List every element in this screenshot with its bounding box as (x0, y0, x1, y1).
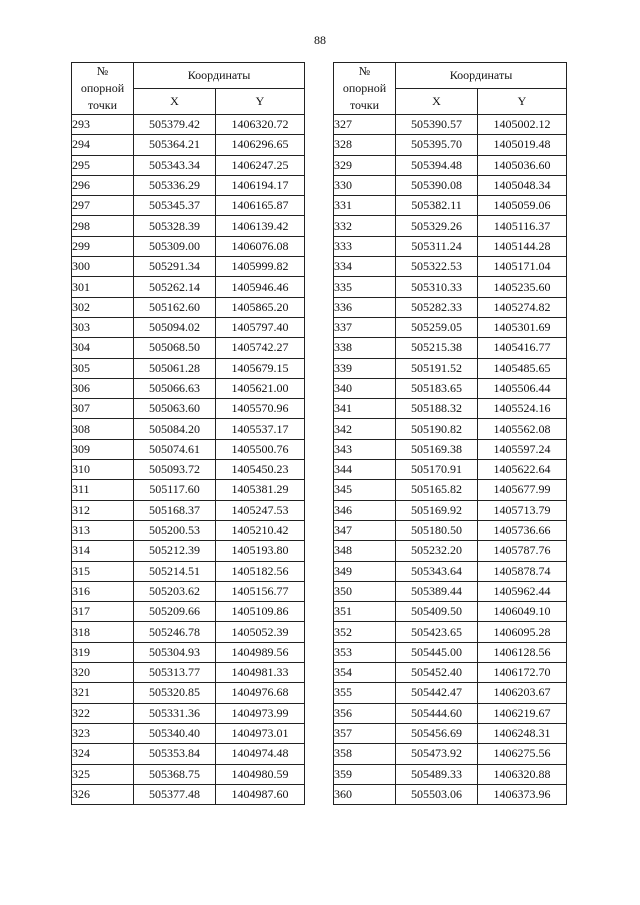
table-row (334, 683, 567, 703)
x-coordinate-cell: 505390.57 (396, 115, 478, 135)
y-coordinate-cell: 1406203.67 (478, 683, 567, 703)
table-row (334, 277, 567, 297)
x-coordinate-cell: 505066.63 (134, 378, 216, 398)
table-row (334, 257, 567, 277)
y-coordinate-cell: 1404981.33 (216, 663, 305, 683)
table-row (334, 135, 567, 155)
table-row (72, 338, 305, 358)
point-number-cell: 324 (72, 744, 134, 764)
x-coordinate-cell: 505313.77 (134, 663, 216, 683)
table-row (334, 744, 567, 764)
x-coordinate-cell: 505394.48 (396, 155, 478, 175)
table-row (334, 399, 567, 419)
point-number-cell: 359 (334, 764, 396, 784)
y-coordinate-cell: 1405865.20 (216, 297, 305, 317)
point-number-cell: 304 (72, 338, 134, 358)
y-coordinate-cell: 1404987.60 (216, 784, 305, 804)
point-number-cell: 327 (334, 115, 396, 135)
point-number-cell: 314 (72, 541, 134, 561)
y-coordinate-cell: 1406128.56 (478, 642, 567, 662)
x-coordinate-cell: 505309.00 (134, 236, 216, 256)
table-row (334, 602, 567, 622)
header-y: Y (478, 89, 567, 115)
y-coordinate-cell: 1405679.15 (216, 358, 305, 378)
header-point-number (72, 63, 134, 115)
x-coordinate-cell: 505329.26 (396, 216, 478, 236)
coordinates-table-left (71, 62, 305, 805)
table-row (72, 236, 305, 256)
x-coordinate-cell: 505168.37 (134, 500, 216, 520)
x-coordinate-cell: 505183.65 (396, 378, 478, 398)
x-coordinate-cell: 505074.61 (134, 439, 216, 459)
x-coordinate-cell: 505214.51 (134, 561, 216, 581)
point-number-cell: 303 (72, 317, 134, 337)
table-row (334, 581, 567, 601)
x-coordinate-cell: 505345.37 (134, 196, 216, 216)
point-number-cell: 358 (334, 744, 396, 764)
table-row (334, 115, 567, 135)
y-coordinate-cell: 1405677.99 (478, 480, 567, 500)
point-number-cell: 306 (72, 378, 134, 398)
point-number-cell: 356 (334, 703, 396, 723)
point-number-cell: 299 (72, 236, 134, 256)
table-row (72, 744, 305, 764)
point-number-cell: 325 (72, 764, 134, 784)
table-row (334, 784, 567, 804)
table-row (72, 399, 305, 419)
table-row (72, 703, 305, 723)
y-coordinate-cell: 1405182.56 (216, 561, 305, 581)
y-coordinate-cell: 1405109.86 (216, 602, 305, 622)
y-coordinate-cell: 1405193.80 (216, 541, 305, 561)
y-coordinate-cell: 1405500.76 (216, 439, 305, 459)
header-point-number (334, 63, 396, 115)
table-row (334, 723, 567, 743)
point-number-cell: 297 (72, 196, 134, 216)
table-row (334, 480, 567, 500)
y-coordinate-cell: 1406219.67 (478, 703, 567, 723)
table-row (334, 317, 567, 337)
y-coordinate-cell: 1405570.96 (216, 399, 305, 419)
y-coordinate-cell: 1405506.44 (478, 378, 567, 398)
table-row (334, 541, 567, 561)
point-number-cell: 328 (334, 135, 396, 155)
y-coordinate-cell: 1405048.34 (478, 175, 567, 195)
y-coordinate-cell: 1405797.40 (216, 317, 305, 337)
x-coordinate-cell: 505190.82 (396, 419, 478, 439)
point-number-cell: 296 (72, 175, 134, 195)
point-number-cell: 347 (334, 520, 396, 540)
y-coordinate-cell: 1404989.56 (216, 642, 305, 662)
y-coordinate-cell: 1405235.60 (478, 277, 567, 297)
table-row (334, 460, 567, 480)
x-coordinate-cell: 505353.84 (134, 744, 216, 764)
x-coordinate-cell: 505203.62 (134, 581, 216, 601)
point-number-cell: 353 (334, 642, 396, 662)
table-row (334, 622, 567, 642)
point-number-cell: 354 (334, 663, 396, 683)
point-number-cell: 349 (334, 561, 396, 581)
header-number-word2: точки (87, 98, 118, 112)
y-coordinate-cell: 1406172.70 (478, 663, 567, 683)
point-number-cell: 300 (72, 257, 134, 277)
x-coordinate-cell: 505212.39 (134, 541, 216, 561)
point-number-cell: 313 (72, 520, 134, 540)
x-coordinate-cell: 505232.20 (396, 541, 478, 561)
point-number-cell: 305 (72, 358, 134, 378)
table-row (334, 297, 567, 317)
y-coordinate-cell: 1405787.76 (478, 541, 567, 561)
table-row (334, 642, 567, 662)
table-row (334, 236, 567, 256)
table-row (72, 602, 305, 622)
table-row (72, 622, 305, 642)
point-number-cell: 346 (334, 500, 396, 520)
table-row (334, 703, 567, 723)
x-coordinate-cell: 505377.48 (134, 784, 216, 804)
y-coordinate-cell: 1406076.08 (216, 236, 305, 256)
y-coordinate-cell: 1405156.77 (216, 581, 305, 601)
point-number-cell: 311 (72, 480, 134, 500)
y-coordinate-cell: 1405622.64 (478, 460, 567, 480)
table-row (72, 196, 305, 216)
x-coordinate-cell: 505379.42 (134, 115, 216, 135)
x-coordinate-cell: 505331.36 (134, 703, 216, 723)
table-row (334, 561, 567, 581)
x-coordinate-cell: 505452.40 (396, 663, 478, 683)
x-coordinate-cell: 505390.08 (396, 175, 478, 195)
table-row (334, 155, 567, 175)
point-number-cell: 341 (334, 399, 396, 419)
y-coordinate-cell: 1406296.65 (216, 135, 305, 155)
point-number-cell: 301 (72, 277, 134, 297)
x-coordinate-cell: 505328.39 (134, 216, 216, 236)
x-coordinate-cell: 505368.75 (134, 764, 216, 784)
y-coordinate-cell: 1405485.65 (478, 358, 567, 378)
table-row (72, 683, 305, 703)
point-number-cell: 348 (334, 541, 396, 561)
table-row (72, 257, 305, 277)
y-coordinate-cell: 1405713.79 (478, 500, 567, 520)
x-coordinate-cell: 505320.85 (134, 683, 216, 703)
x-coordinate-cell: 505336.29 (134, 175, 216, 195)
table-row (334, 216, 567, 236)
y-coordinate-cell: 1406373.96 (478, 784, 567, 804)
x-coordinate-cell: 505093.72 (134, 460, 216, 480)
header-coordinates: Координаты (134, 63, 305, 89)
x-coordinate-cell: 505423.65 (396, 622, 478, 642)
x-coordinate-cell: 505291.34 (134, 257, 216, 277)
y-coordinate-cell: 1405416.77 (478, 338, 567, 358)
point-number-cell: 351 (334, 602, 396, 622)
y-coordinate-cell: 1405999.82 (216, 257, 305, 277)
point-number-cell: 350 (334, 581, 396, 601)
y-coordinate-cell: 1405537.17 (216, 419, 305, 439)
y-coordinate-cell: 1405052.39 (216, 622, 305, 642)
table-row (334, 764, 567, 784)
point-number-cell: 317 (72, 602, 134, 622)
table-row (334, 378, 567, 398)
y-coordinate-cell: 1406139.42 (216, 216, 305, 236)
point-number-cell: 332 (334, 216, 396, 236)
x-coordinate-cell: 505503.06 (396, 784, 478, 804)
table-row (334, 500, 567, 520)
table-body-left (72, 115, 305, 805)
x-coordinate-cell: 505445.00 (396, 642, 478, 662)
y-coordinate-cell: 1405247.53 (216, 500, 305, 520)
y-coordinate-cell: 1405878.74 (478, 561, 567, 581)
x-coordinate-cell: 505310.33 (396, 277, 478, 297)
header-number-sign: № (96, 64, 109, 78)
point-number-cell: 321 (72, 683, 134, 703)
table-row (334, 358, 567, 378)
point-number-cell: 312 (72, 500, 134, 520)
point-number-cell: 345 (334, 480, 396, 500)
table-row (72, 155, 305, 175)
table-row (72, 784, 305, 804)
y-coordinate-cell: 1405036.60 (478, 155, 567, 175)
point-number-cell: 339 (334, 358, 396, 378)
x-coordinate-cell: 505489.33 (396, 764, 478, 784)
y-coordinate-cell: 1404973.99 (216, 703, 305, 723)
x-coordinate-cell: 505389.44 (396, 581, 478, 601)
table-row (72, 520, 305, 540)
point-number-cell: 307 (72, 399, 134, 419)
table-row (334, 419, 567, 439)
point-number-cell: 308 (72, 419, 134, 439)
table-row (72, 561, 305, 581)
table-row (72, 317, 305, 337)
y-coordinate-cell: 1405171.04 (478, 257, 567, 277)
y-coordinate-cell: 1405210.42 (216, 520, 305, 540)
point-number-cell: 334 (334, 257, 396, 277)
x-coordinate-cell: 505456.69 (396, 723, 478, 743)
y-coordinate-cell: 1406320.88 (478, 764, 567, 784)
table-row (334, 439, 567, 459)
table-row (334, 175, 567, 195)
y-coordinate-cell: 1405621.00 (216, 378, 305, 398)
y-coordinate-cell: 1405002.12 (478, 115, 567, 135)
x-coordinate-cell: 505084.20 (134, 419, 216, 439)
x-coordinate-cell: 505311.24 (396, 236, 478, 256)
table-row (334, 663, 567, 683)
x-coordinate-cell: 505162.60 (134, 297, 216, 317)
x-coordinate-cell: 505169.38 (396, 439, 478, 459)
point-number-cell: 342 (334, 419, 396, 439)
header-number-word1: опорной (342, 81, 387, 95)
point-number-cell: 357 (334, 723, 396, 743)
y-coordinate-cell: 1404980.59 (216, 764, 305, 784)
y-coordinate-cell: 1406320.72 (216, 115, 305, 135)
x-coordinate-cell: 505191.52 (396, 358, 478, 378)
point-number-cell: 326 (72, 784, 134, 804)
x-coordinate-cell: 505117.60 (134, 480, 216, 500)
y-coordinate-cell: 1405381.29 (216, 480, 305, 500)
header-number-sign: № (358, 64, 371, 78)
table-row (72, 642, 305, 662)
table-row (72, 723, 305, 743)
table-row (334, 196, 567, 216)
point-number-cell: 310 (72, 460, 134, 480)
y-coordinate-cell: 1406247.25 (216, 155, 305, 175)
point-number-cell: 340 (334, 378, 396, 398)
point-number-cell: 323 (72, 723, 134, 743)
x-coordinate-cell: 505409.50 (396, 602, 478, 622)
point-number-cell: 329 (334, 155, 396, 175)
table-row (72, 663, 305, 683)
point-number-cell: 319 (72, 642, 134, 662)
header-x: X (396, 89, 478, 115)
table-row (72, 378, 305, 398)
x-coordinate-cell: 505259.05 (396, 317, 478, 337)
table-row (72, 581, 305, 601)
y-coordinate-cell: 1406248.31 (478, 723, 567, 743)
table-body-right (334, 115, 567, 805)
table-row (72, 358, 305, 378)
x-coordinate-cell: 505061.28 (134, 358, 216, 378)
y-coordinate-cell: 1404974.48 (216, 744, 305, 764)
point-number-cell: 295 (72, 155, 134, 175)
x-coordinate-cell: 505442.47 (396, 683, 478, 703)
point-number-cell: 315 (72, 561, 134, 581)
x-coordinate-cell: 505209.66 (134, 602, 216, 622)
point-number-cell: 322 (72, 703, 134, 723)
point-number-cell: 320 (72, 663, 134, 683)
y-coordinate-cell: 1406194.17 (216, 175, 305, 195)
y-coordinate-cell: 1406049.10 (478, 602, 567, 622)
y-coordinate-cell: 1405946.46 (216, 277, 305, 297)
y-coordinate-cell: 1405562.08 (478, 419, 567, 439)
point-number-cell: 309 (72, 439, 134, 459)
x-coordinate-cell: 505246.78 (134, 622, 216, 642)
y-coordinate-cell: 1405962.44 (478, 581, 567, 601)
table-row (72, 460, 305, 480)
table-row (334, 520, 567, 540)
y-coordinate-cell: 1406095.28 (478, 622, 567, 642)
x-coordinate-cell: 505282.33 (396, 297, 478, 317)
x-coordinate-cell: 505063.60 (134, 399, 216, 419)
x-coordinate-cell: 505382.11 (396, 196, 478, 216)
x-coordinate-cell: 505395.70 (396, 135, 478, 155)
table-row (72, 439, 305, 459)
table-row (72, 541, 305, 561)
x-coordinate-cell: 505444.60 (396, 703, 478, 723)
x-coordinate-cell: 505215.38 (396, 338, 478, 358)
point-number-cell: 331 (334, 196, 396, 216)
header-number-word1: опорной (80, 81, 125, 95)
point-number-cell: 298 (72, 216, 134, 236)
point-number-cell: 302 (72, 297, 134, 317)
y-coordinate-cell: 1405450.23 (216, 460, 305, 480)
x-coordinate-cell: 505165.82 (396, 480, 478, 500)
x-coordinate-cell: 505364.21 (134, 135, 216, 155)
table-row (72, 135, 305, 155)
y-coordinate-cell: 1404976.68 (216, 683, 305, 703)
x-coordinate-cell: 505169.92 (396, 500, 478, 520)
x-coordinate-cell: 505094.02 (134, 317, 216, 337)
x-coordinate-cell: 505304.93 (134, 642, 216, 662)
point-number-cell: 294 (72, 135, 134, 155)
point-number-cell: 355 (334, 683, 396, 703)
table-row (334, 338, 567, 358)
x-coordinate-cell: 505343.34 (134, 155, 216, 175)
table-row (72, 277, 305, 297)
x-coordinate-cell: 505170.91 (396, 460, 478, 480)
x-coordinate-cell: 505188.32 (396, 399, 478, 419)
table-row (72, 764, 305, 784)
y-coordinate-cell: 1405274.82 (478, 297, 567, 317)
header-y: Y (216, 89, 305, 115)
point-number-cell: 352 (334, 622, 396, 642)
point-number-cell: 343 (334, 439, 396, 459)
header-coordinates: Координаты (396, 63, 567, 89)
y-coordinate-cell: 1405059.06 (478, 196, 567, 216)
header-number-word2: точки (349, 98, 380, 112)
x-coordinate-cell: 505473.92 (396, 744, 478, 764)
point-number-cell: 360 (334, 784, 396, 804)
point-number-cell: 333 (334, 236, 396, 256)
point-number-cell: 344 (334, 460, 396, 480)
y-coordinate-cell: 1405597.24 (478, 439, 567, 459)
point-number-cell: 336 (334, 297, 396, 317)
y-coordinate-cell: 1405301.69 (478, 317, 567, 337)
header-x: X (134, 89, 216, 115)
y-coordinate-cell: 1405742.27 (216, 338, 305, 358)
x-coordinate-cell: 505343.64 (396, 561, 478, 581)
y-coordinate-cell: 1406275.56 (478, 744, 567, 764)
coordinates-table-right (333, 62, 567, 805)
x-coordinate-cell: 505262.14 (134, 277, 216, 297)
table-row (72, 297, 305, 317)
x-coordinate-cell: 505180.50 (396, 520, 478, 540)
point-number-cell: 337 (334, 317, 396, 337)
y-coordinate-cell: 1405736.66 (478, 520, 567, 540)
x-coordinate-cell: 505068.50 (134, 338, 216, 358)
x-coordinate-cell: 505322.53 (396, 257, 478, 277)
point-number-cell: 316 (72, 581, 134, 601)
y-coordinate-cell: 1406165.87 (216, 196, 305, 216)
table-row (72, 115, 305, 135)
table-row (72, 480, 305, 500)
y-coordinate-cell: 1404973.01 (216, 723, 305, 743)
point-number-cell: 335 (334, 277, 396, 297)
point-number-cell: 293 (72, 115, 134, 135)
x-coordinate-cell: 505200.53 (134, 520, 216, 540)
y-coordinate-cell: 1405116.37 (478, 216, 567, 236)
y-coordinate-cell: 1405524.16 (478, 399, 567, 419)
x-coordinate-cell: 505340.40 (134, 723, 216, 743)
point-number-cell: 318 (72, 622, 134, 642)
y-coordinate-cell: 1405019.48 (478, 135, 567, 155)
point-number-cell: 330 (334, 175, 396, 195)
table-row (72, 419, 305, 439)
table-row (72, 216, 305, 236)
table-row (72, 175, 305, 195)
y-coordinate-cell: 1405144.28 (478, 236, 567, 256)
table-row (72, 500, 305, 520)
page-number: 88 (314, 33, 326, 47)
point-number-cell: 338 (334, 338, 396, 358)
